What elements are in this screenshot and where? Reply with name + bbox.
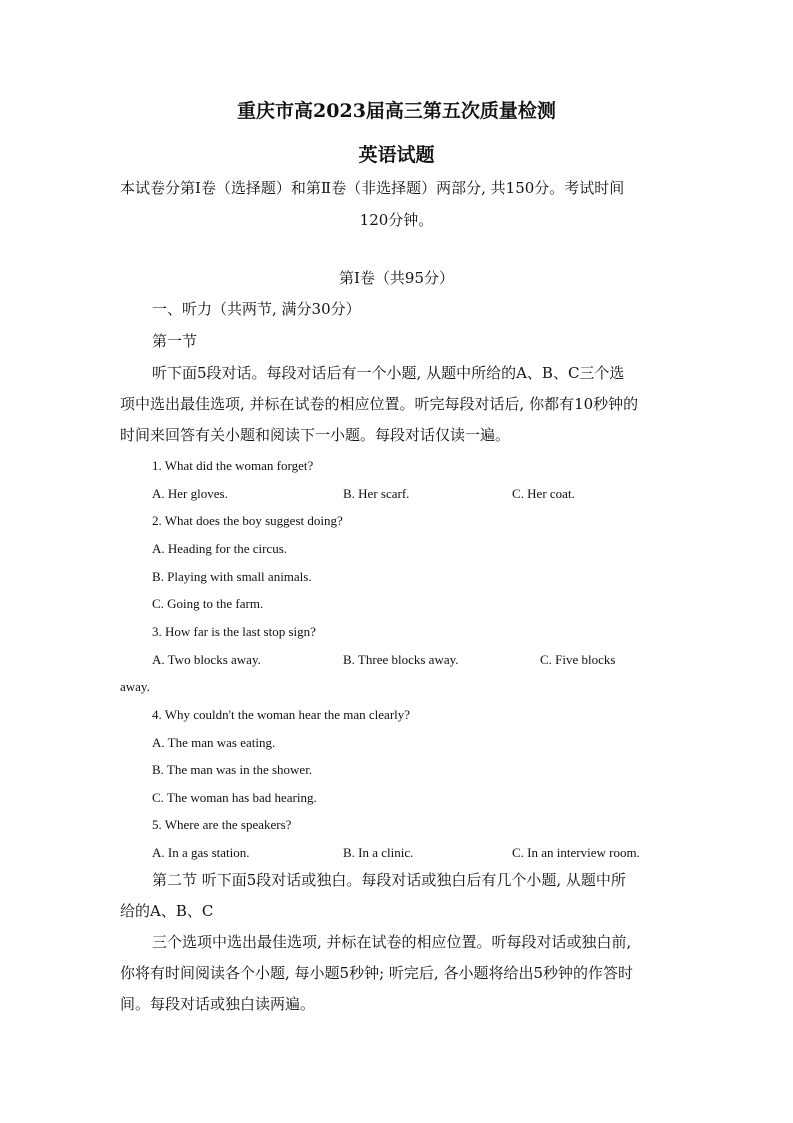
page-subtitle: 英语试题 — [358, 144, 435, 166]
question-5-option-c: C. In an interview room. — [512, 845, 640, 860]
instruction-line-3: 时间来回答有关小题和阅读下一小题。每段对话仅读一遍。 — [120, 426, 511, 444]
question-1-stem: 1. What did the woman forget? — [152, 458, 314, 473]
question-3-stem: 3. How far is the last stop sign? — [152, 624, 316, 639]
section2-line-4: 你将有时间阅读各个小题, 每小题5秒钟; 听完后, 各小题将给出5秒钟的作答时 — [120, 964, 633, 982]
intro-line-2: 120分钟。 — [359, 211, 434, 229]
page-title: 重庆市高2023届高三第五次质量检测 — [237, 100, 556, 122]
question-4-option-a: A. The man was eating. — [152, 735, 276, 750]
question-3-option-a: A. Two blocks away. — [152, 652, 261, 667]
question-2-stem: 2. What does the boy suggest doing? — [152, 513, 343, 528]
question-5-stem: 5. Where are the speakers? — [152, 817, 292, 832]
section2-line-1: 第二节 听下面5段对话或独白。每段对话或独白后有几个小题, 从题中所 — [152, 871, 626, 889]
question-3-option-c: C. Five blocks — [540, 652, 616, 667]
section2-line-3: 三个选项中选出最佳选项, 并标在试卷的相应位置。听每段对话或独白前, — [152, 933, 632, 951]
question-4-option-c: C. The woman has bad hearing. — [152, 790, 317, 805]
question-1-option-c: C. Her coat. — [512, 486, 575, 501]
question-1-option-b: B. Her scarf. — [343, 486, 410, 501]
question-5-option-b: B. In a clinic. — [343, 845, 414, 860]
instruction-line-2: 项中选出最佳选项, 并标在试卷的相应位置。听完每段对话后, 你都有10秒钟的 — [120, 395, 639, 413]
question-4-option-b: B. The man was in the shower. — [152, 762, 313, 777]
part1-heading: 第Ⅰ卷（共95分） — [338, 269, 454, 287]
question-2-option-c: C. Going to the farm. — [152, 596, 264, 611]
question-2-option-a: A. Heading for the circus. — [152, 541, 288, 556]
question-3-option-c-wrap: away. — [120, 679, 150, 694]
question-4-stem: 4. Why couldn't the woman hear the man clearly? — [152, 707, 411, 722]
intro-line-1: 本试卷分第Ⅰ卷（选择题）和第Ⅱ卷（非选择题）两部分, 共150分。考试时间 — [120, 179, 625, 197]
listening-section-title: 一、听力（共两节, 满分30分） — [152, 300, 361, 318]
section2-line-5: 间。每段对话或独白读两遍。 — [120, 995, 316, 1013]
section1-heading: 第一节 — [152, 332, 198, 350]
question-1-option-a: A. Her gloves. — [152, 486, 228, 501]
instruction-line-1: 听下面5段对话。每段对话后有一个小题, 从题中所给的A、B、C三个选 — [152, 364, 625, 382]
section2-line-2: 给的A、B、C — [120, 902, 214, 920]
question-3-option-b: B. Three blocks away. — [343, 652, 459, 667]
question-2-option-b: B. Playing with small animals. — [152, 569, 312, 584]
question-5-option-a: A. In a gas station. — [152, 845, 250, 860]
